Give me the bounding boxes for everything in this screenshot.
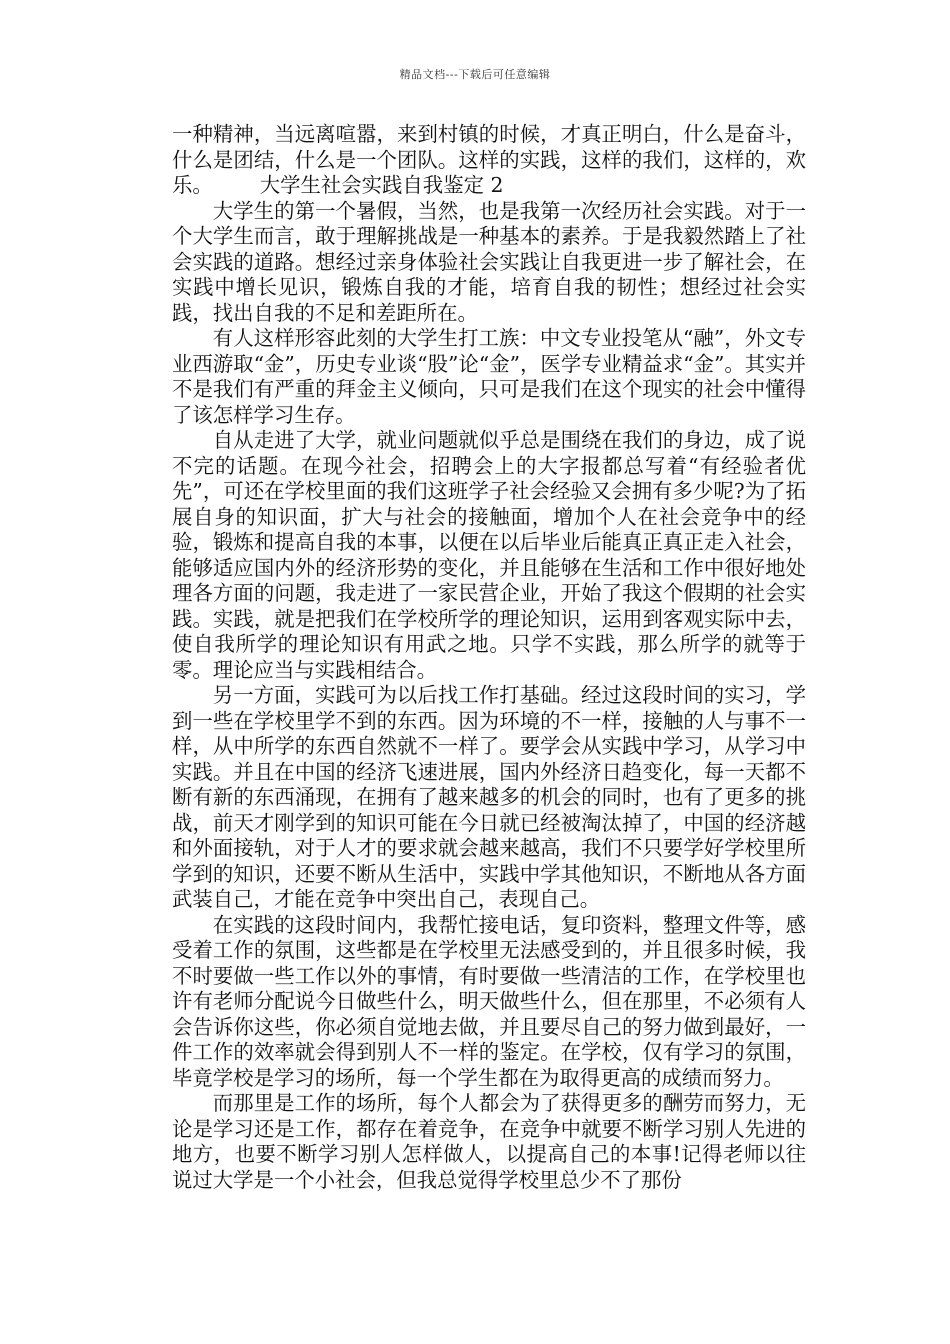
paragraph-0-text: 一种精神，当远离喧嚣，来到村镇的时候，才真正明白，什么是奋斗，什么是团结，什么是一个团队。这样的实践，这样的我们，这样的，欢乐。	[172, 122, 806, 197]
section-title: 大学生社会实践自我鉴定 2	[259, 173, 504, 197]
paragraph-5: 在实践的这段时间内，我帮忙接电话，复印资料，整理文件等，感受着工作的氛围，这些都是在学校里无法感受到的，并且很多时候，我不时要做一些工作以外的事情，有时要做一些清洁的工作，在学校里也许有老师分配说今日做些什么，明天做些什么，但在那里，不必须有人会告诉你这些，你必须自觉地去做，并且要尽自己的努力做到最好，一件工作的效率就会得到别人不一样的鉴定。在学校，仅有学习的氛围，毕竟学校是学习的场所，每一个学生都在为取得更高的成绩而努力。	[172, 912, 806, 1090]
page-header: 精品文档---下载后可任意编辑	[399, 68, 551, 81]
paragraph-3: 自从走进了大学，就业问题就似乎总是围绕在我们的身边，成了说不完的话题。在现今社会，招聘会上的大字报都总写着“有经验者优先”，可还在学校里面的我们这班学子社会经验又会拥有多少呢?为了拓展自身的知识面，扩大与社会的接触面，增加个人在社会竞争中的经验，锻炼和提高自我的本事，以便在以后毕业后能真正真正走入社会，能够适应国内外的经济形势的变化，并且能够在生活和工作中很好地处理各方面的问题，我走进了一家民营企业，开始了我这个假期的社会实践。实践，就是把我们在学校所学的理论知识，运用到客观实际中去，使自我所学的理论知识有用武之地。只学不实践，那么所学的就等于零。理论应当与实践相结合。	[172, 428, 806, 682]
paragraph-0	[172, 122, 806, 199]
paragraph-2: 有人这样形容此刻的大学生打工族：中文专业投笔从“融”，外文专业西游取“金”，历史专业谈“股”论“金”，医学专业精益求“金”。其实并不是我们有严重的拜金主义倾向，只可是我们在这个现实的社会中懂得了该怎样学习生存。	[172, 326, 806, 427]
paragraph-1: 大学生的第一个暑假，当然，也是我第一次经历社会实践。对于一个大学生而言，敢于理解挑战是一种基本的素养。于是我毅然踏上了社会实践的道路。想经过亲身体验社会实践让自我更进一步了解社会，在实践中增长见识，锻炼自我的才能，培育自我的韧性；想经过社会实践，找出自我的不足和差距所在。	[172, 198, 806, 325]
paragraph-6: 而那里是工作的场所，每个人都会为了获得更多的酬劳而努力，无论是学习还是工作，都存在着竞争，在竞争中就要不断学习别人先进的地方，也要不断学习别人怎样做人，以提高自己的本事!记得老师以往说过大学是一个小社会，但我总觉得学校里总少不了那份	[172, 1091, 806, 1192]
paragraph-4: 另一方面，实践可为以后找工作打基础。经过这段时间的实习，学到一些在学校里学不到的东西。因为环境的不一样，接触的人与事不一样，从中所学的东西自然就不一样了。要学会从实践中学习，从学习中实践。并且在中国的经济飞速进展，国内外经济日趋变化，每一天都不断有新的东西涌现，在拥有了越来越多的机会的同时，也有了更多的挑战，前天才刚学到的知识可能在今日就已经被淘汰掉了，中国的经济越和外面接轨，对于人才的要求就会越来越高，我们不只要学好学校里所学到的知识，还要不断从生活中，实践中学其他知识，不断地从各方面武装自己，才能在竞争中突出自己，表现自己。	[172, 683, 806, 911]
document-body	[172, 122, 806, 1193]
